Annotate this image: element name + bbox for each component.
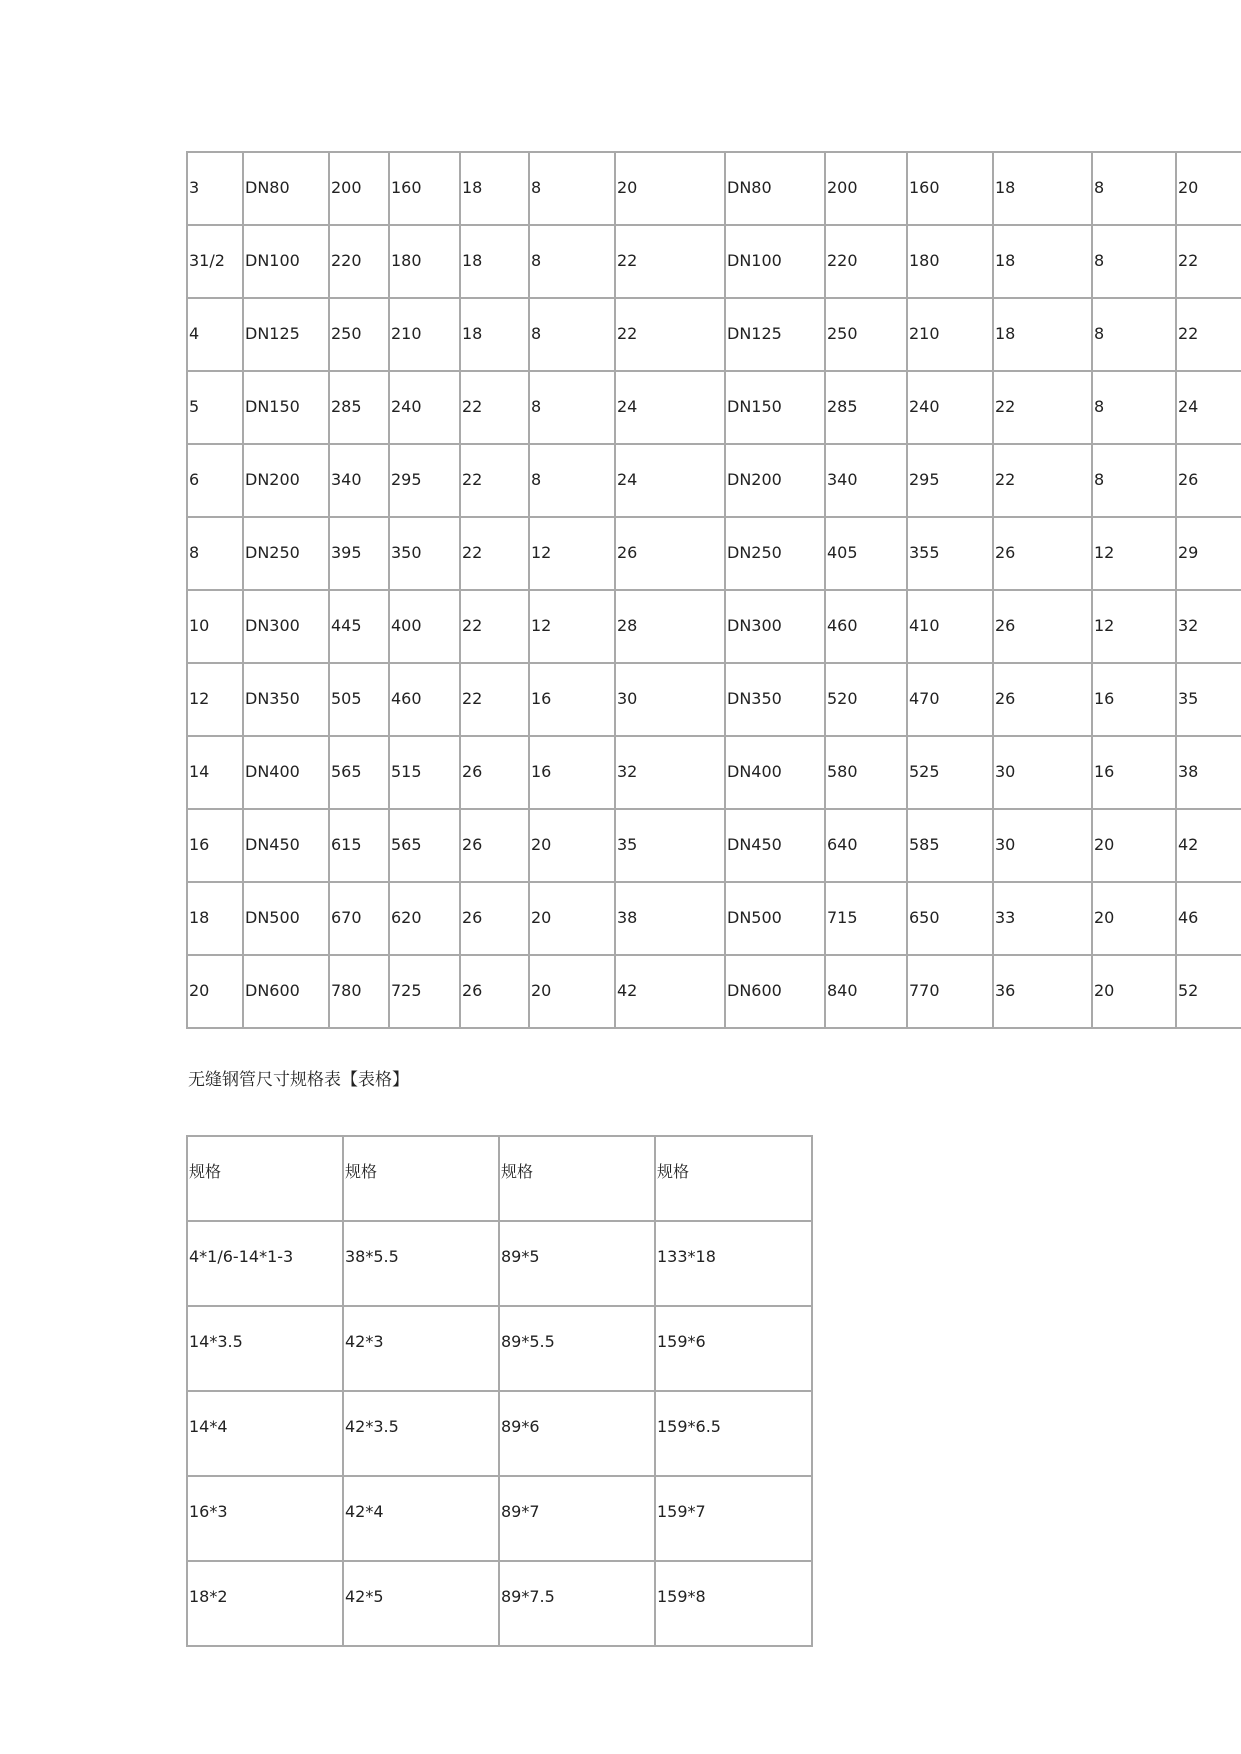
- table-cell: DN125: [725, 298, 825, 371]
- table-cell: 620: [389, 882, 460, 955]
- table-cell: 4*1/6-14*1-3: [187, 1221, 343, 1306]
- table-cell: 32: [615, 736, 725, 809]
- seamless-pipe-spec-table: [186, 1135, 813, 1647]
- table-cell: 295: [389, 444, 460, 517]
- table-cell: DN450: [243, 809, 329, 882]
- table-cell: 12: [1092, 517, 1176, 590]
- table-cell: 22: [615, 298, 725, 371]
- table-cell: 42*5: [343, 1561, 499, 1646]
- table-cell: 159*7: [655, 1476, 812, 1561]
- table-row: [187, 1476, 812, 1561]
- table-cell: 585: [907, 809, 993, 882]
- table-cell: 460: [389, 663, 460, 736]
- table-cell: 410: [907, 590, 993, 663]
- table-cell: 16: [1092, 663, 1176, 736]
- table-cell: 24: [615, 444, 725, 517]
- table-cell: DN300: [725, 590, 825, 663]
- table-row: [187, 1221, 812, 1306]
- table-cell: 14*3.5: [187, 1306, 343, 1391]
- table-row: [187, 955, 1241, 1028]
- table-cell: 650: [907, 882, 993, 955]
- table-row: [187, 517, 1241, 590]
- table-cell: 24: [1176, 371, 1241, 444]
- table-cell: DN200: [725, 444, 825, 517]
- table-cell: 24: [615, 371, 725, 444]
- table-cell: 405: [825, 517, 907, 590]
- table-cell: 8: [1092, 371, 1176, 444]
- table-cell: DN500: [725, 882, 825, 955]
- table-cell: 22: [460, 371, 529, 444]
- table-cell: 470: [907, 663, 993, 736]
- table-cell: 615: [329, 809, 389, 882]
- table-cell: DN300: [243, 590, 329, 663]
- table-cell: 20: [187, 955, 243, 1028]
- table-cell: 160: [389, 152, 460, 225]
- table-cell: 350: [389, 517, 460, 590]
- column-header: 规格: [655, 1136, 812, 1221]
- table-cell: 565: [389, 809, 460, 882]
- table-cell: 31/2: [187, 225, 243, 298]
- table-cell: 12: [529, 590, 615, 663]
- table-cell: 35: [615, 809, 725, 882]
- table-cell: DN600: [725, 955, 825, 1028]
- table-cell: 180: [907, 225, 993, 298]
- table-cell: 18: [993, 298, 1092, 371]
- table-cell: 42: [615, 955, 725, 1028]
- table-cell: 240: [389, 371, 460, 444]
- table-cell: 26: [615, 517, 725, 590]
- table-cell: 445: [329, 590, 389, 663]
- table-cell: 20: [529, 809, 615, 882]
- table-cell: 20: [615, 152, 725, 225]
- table-cell: 18: [993, 152, 1092, 225]
- table-cell: 42*4: [343, 1476, 499, 1561]
- table-cell: 200: [825, 152, 907, 225]
- table-row: [187, 882, 1241, 955]
- table-cell: 22: [615, 225, 725, 298]
- table-row: [187, 444, 1241, 517]
- table-cell: 22: [460, 444, 529, 517]
- table-cell: 580: [825, 736, 907, 809]
- table-cell: 18: [460, 225, 529, 298]
- table-cell: 12: [1092, 590, 1176, 663]
- table-cell: 6: [187, 444, 243, 517]
- table-cell: 16*3: [187, 1476, 343, 1561]
- table-cell: 42: [1176, 809, 1241, 882]
- table-cell: 26: [460, 955, 529, 1028]
- table-row: [187, 809, 1241, 882]
- table-cell: 30: [993, 809, 1092, 882]
- table-cell: 42*3.5: [343, 1391, 499, 1476]
- table-cell: 26: [993, 590, 1092, 663]
- table-cell: 42*3: [343, 1306, 499, 1391]
- table-cell: 133*18: [655, 1221, 812, 1306]
- table-cell: 12: [529, 517, 615, 590]
- table-cell: DN250: [725, 517, 825, 590]
- table-row: [187, 663, 1241, 736]
- table-cell: 180: [389, 225, 460, 298]
- table-row: [187, 1306, 812, 1391]
- table-cell: 8: [1092, 152, 1176, 225]
- table-cell: 18: [187, 882, 243, 955]
- table-cell: 32: [1176, 590, 1241, 663]
- spec-table-body: [187, 1136, 812, 1646]
- table-cell: 670: [329, 882, 389, 955]
- table-cell: 16: [529, 736, 615, 809]
- table-cell: DN350: [725, 663, 825, 736]
- table-cell: DN200: [243, 444, 329, 517]
- table-cell: 38*5.5: [343, 1221, 499, 1306]
- table-cell: 8: [529, 444, 615, 517]
- flange-dimension-table: [186, 151, 1241, 1029]
- table-cell: 29: [1176, 517, 1241, 590]
- table-cell: 22: [993, 371, 1092, 444]
- table-cell: 22: [460, 590, 529, 663]
- table-cell: 20: [1176, 152, 1241, 225]
- table-cell: DN600: [243, 955, 329, 1028]
- table-header-row: [187, 1136, 812, 1221]
- table-cell: DN125: [243, 298, 329, 371]
- table-cell: 210: [389, 298, 460, 371]
- flange-table-body: [187, 152, 1241, 1028]
- column-header: 规格: [343, 1136, 499, 1221]
- table-cell: 22: [460, 517, 529, 590]
- table-cell: 38: [1176, 736, 1241, 809]
- table-cell: 33: [993, 882, 1092, 955]
- table-cell: 210: [907, 298, 993, 371]
- table-cell: 400: [389, 590, 460, 663]
- table-cell: 26: [460, 882, 529, 955]
- table-cell: 395: [329, 517, 389, 590]
- table-cell: 26: [460, 736, 529, 809]
- table-cell: DN100: [243, 225, 329, 298]
- table-cell: 12: [187, 663, 243, 736]
- table-cell: 52: [1176, 955, 1241, 1028]
- table-cell: 89*6: [499, 1391, 655, 1476]
- table-cell: 340: [329, 444, 389, 517]
- table-cell: 159*8: [655, 1561, 812, 1646]
- table-row: [187, 736, 1241, 809]
- table-cell: 340: [825, 444, 907, 517]
- table-cell: 20: [529, 955, 615, 1028]
- table-cell: 8: [1092, 298, 1176, 371]
- table-cell: 20: [1092, 955, 1176, 1028]
- table-cell: 35: [1176, 663, 1241, 736]
- column-header: 规格: [187, 1136, 343, 1221]
- table-row: [187, 152, 1241, 225]
- table-cell: 14: [187, 736, 243, 809]
- table-cell: 26: [993, 517, 1092, 590]
- table-cell: 22: [1176, 225, 1241, 298]
- table-cell: 220: [329, 225, 389, 298]
- table-cell: 220: [825, 225, 907, 298]
- table-cell: 8: [529, 298, 615, 371]
- table-cell: DN350: [243, 663, 329, 736]
- table-cell: 89*5.5: [499, 1306, 655, 1391]
- table-cell: 18: [460, 152, 529, 225]
- table-cell: 565: [329, 736, 389, 809]
- table-cell: 18: [993, 225, 1092, 298]
- table-cell: 770: [907, 955, 993, 1028]
- table-cell: 200: [329, 152, 389, 225]
- table-row: [187, 225, 1241, 298]
- table-cell: 240: [907, 371, 993, 444]
- table-cell: 36: [993, 955, 1092, 1028]
- table-cell: 505: [329, 663, 389, 736]
- section-title: 无缝钢管尺寸规格表【表格】: [188, 1070, 409, 1090]
- table-cell: 725: [389, 955, 460, 1028]
- table-cell: 8: [187, 517, 243, 590]
- table-cell: 295: [907, 444, 993, 517]
- table-row: [187, 298, 1241, 371]
- table-row: [187, 590, 1241, 663]
- table-cell: 159*6.5: [655, 1391, 812, 1476]
- table-cell: 16: [1092, 736, 1176, 809]
- table-cell: 18: [460, 298, 529, 371]
- table-cell: DN400: [725, 736, 825, 809]
- table-cell: 89*7: [499, 1476, 655, 1561]
- table-cell: 8: [529, 371, 615, 444]
- table-cell: 22: [1176, 298, 1241, 371]
- table-cell: 16: [529, 663, 615, 736]
- table-cell: 30: [615, 663, 725, 736]
- table-cell: 250: [329, 298, 389, 371]
- table-cell: 8: [1092, 444, 1176, 517]
- table-cell: 18*2: [187, 1561, 343, 1646]
- column-header: 规格: [499, 1136, 655, 1221]
- table-cell: 159*6: [655, 1306, 812, 1391]
- table-cell: 285: [825, 371, 907, 444]
- table-cell: 20: [1092, 882, 1176, 955]
- table-cell: 160: [907, 152, 993, 225]
- table-cell: DN250: [243, 517, 329, 590]
- table-cell: 4: [187, 298, 243, 371]
- table-cell: 520: [825, 663, 907, 736]
- table-cell: 30: [993, 736, 1092, 809]
- table-cell: 5: [187, 371, 243, 444]
- table-cell: DN150: [243, 371, 329, 444]
- table-cell: DN400: [243, 736, 329, 809]
- table-cell: 16: [187, 809, 243, 882]
- table-row: [187, 1391, 812, 1476]
- table-cell: 14*4: [187, 1391, 343, 1476]
- table-cell: 20: [1092, 809, 1176, 882]
- table-cell: DN150: [725, 371, 825, 444]
- table-cell: 780: [329, 955, 389, 1028]
- table-cell: 10: [187, 590, 243, 663]
- table-cell: 355: [907, 517, 993, 590]
- table-cell: 22: [993, 444, 1092, 517]
- table-cell: 89*5: [499, 1221, 655, 1306]
- table-cell: 640: [825, 809, 907, 882]
- table-cell: 46: [1176, 882, 1241, 955]
- table-cell: 38: [615, 882, 725, 955]
- table-cell: 22: [460, 663, 529, 736]
- table-cell: DN80: [243, 152, 329, 225]
- table-cell: 515: [389, 736, 460, 809]
- table-cell: 20: [529, 882, 615, 955]
- table-cell: 89*7.5: [499, 1561, 655, 1646]
- table-cell: 28: [615, 590, 725, 663]
- table-cell: 285: [329, 371, 389, 444]
- table-cell: DN100: [725, 225, 825, 298]
- table-cell: DN500: [243, 882, 329, 955]
- table-cell: 460: [825, 590, 907, 663]
- table-cell: 26: [1176, 444, 1241, 517]
- table-cell: 8: [529, 152, 615, 225]
- table-row: [187, 1561, 812, 1646]
- table-cell: 3: [187, 152, 243, 225]
- table-cell: 250: [825, 298, 907, 371]
- table-cell: DN450: [725, 809, 825, 882]
- table-cell: 715: [825, 882, 907, 955]
- table-cell: 525: [907, 736, 993, 809]
- table-cell: 26: [460, 809, 529, 882]
- table-cell: 840: [825, 955, 907, 1028]
- table-cell: 8: [1092, 225, 1176, 298]
- table-cell: 26: [993, 663, 1092, 736]
- table-cell: DN80: [725, 152, 825, 225]
- table-row: [187, 371, 1241, 444]
- table-cell: 8: [529, 225, 615, 298]
